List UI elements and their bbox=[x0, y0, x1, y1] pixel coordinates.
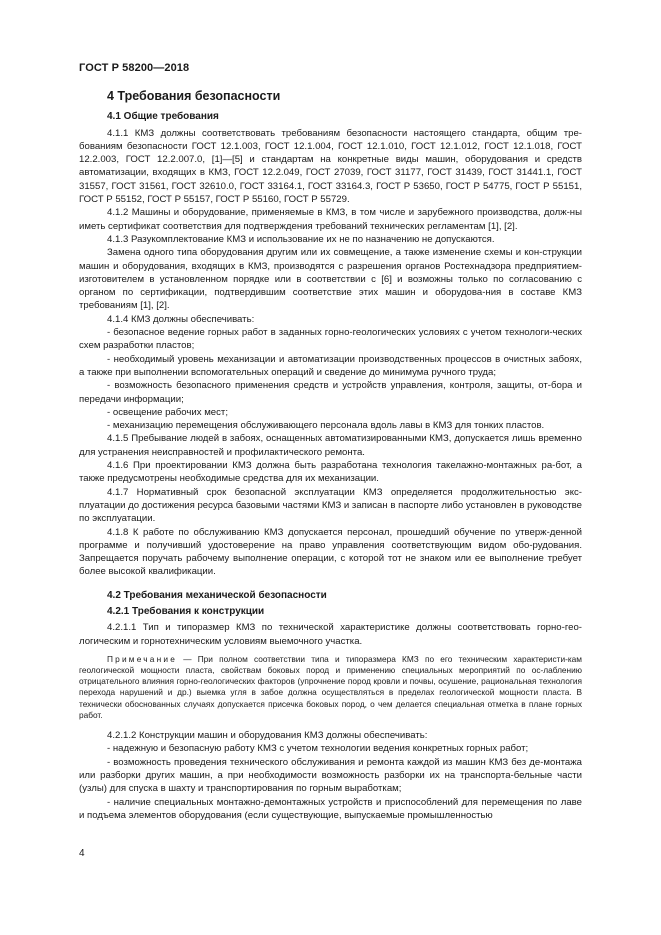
document-header: ГОСТ Р 58200—2018 bbox=[79, 62, 190, 74]
list-item: - возможность безопасного применения средств и устройств управления, контроля, защиты, от-бора и передачи информации; bbox=[79, 380, 582, 405]
paragraph: 4.1.3 Разукомплектование КМЗ и использование их не по назначению не допускаются. bbox=[107, 233, 495, 245]
subsection-title-general: 4.1 Общие требования bbox=[107, 111, 219, 123]
list-item: - возможность проведения технического обслуживания и ремонта каждой из машин КМЗ без де-монтажа или разборки других машин, а при необходимости возможность разборки их на транспорта-бельные части (узлы) для спуска в шахту и транспортирования по горным выработкам; bbox=[79, 756, 582, 795]
paragraph: 4.1.4 КМЗ должны обеспечивать: bbox=[107, 313, 255, 325]
section-title: 4 Требования безопасности bbox=[107, 89, 281, 103]
list-item: - освещение рабочих мест; bbox=[107, 406, 228, 418]
paragraph: 4.1.6 При проектировании КМЗ должна быть разработана технология такелажно-монтажных ра-бот, а также предусмотрены необходимые средства для их механизации. bbox=[79, 460, 582, 485]
list-item: - наличие специальных монтажно-демонтажных устройств и приспособлений для перемещения по лаве и подъема элементов оборудования (если существующие, выпускаемые промышленностью bbox=[79, 796, 582, 821]
paragraph: Замена одного типа оборудования другим или их совмещение, а также изменение схемы и кон-струкции машин и оборудования, входящих в КМЗ, производятся с разрешения органов Ростехнадзора предприятием-изготовителем в установленном порядке или в соответствии с [6] и возможны только по согласованию с органом по сертификации, подтвердившим соответствие этих машин и оборудова-ния в составе КМЗ требованиям [1], [2]. bbox=[79, 247, 582, 312]
subsection-title-construction: 4.2.1 Требования к конструкции bbox=[107, 605, 265, 617]
list-item: - необходимый уровень механизации и автоматизации производственных процессов в очистных забоях, а также при выполнении вспомогательных операций и сведение до минимума ручного труда; bbox=[79, 353, 582, 378]
page-number: 4 bbox=[79, 848, 85, 859]
note-text: — При полном соответствии типа и типоразмера КМЗ по его техническим характеристи-кам геологической мощности пласта, свойствам боковых пород и применению специальных мероприятий по ос-лаблению отрицательного влияния горно-геологических факторов (упрочнение пород кровли и почвы, осушение, рациональная технология перехода нарушений и др.) выемка угля в забое должна осуществляться в пределах геологической мощности пласта. В технически обоснованных случаях допускается присечка боковых пород, о чем делается специальная отметка в плане горных работ. bbox=[79, 653, 582, 720]
list-item: - механизацию перемещения обслуживающего персонала вдоль лавы в КМЗ для тонких пластов. bbox=[107, 420, 545, 432]
note-label: Примечание bbox=[107, 653, 178, 664]
paragraph: 4.1.7 Нормативный срок безопасной эксплуатации КМЗ определяется продолжительностью экс-плуатации до достижения ресурса базовыми частями КМЗ и записан в паспорте либо установлен в руководстве по эксплуатации. bbox=[79, 486, 582, 525]
subsection-title-mechanical: 4.2 Требования механической безопасности bbox=[107, 589, 327, 601]
paragraph: 4.1.8 К работе по обслуживанию КМЗ допускается персонал, прошедший обучение по утверж-денной программе и получивший удостоверение на право управления соответствующим видом обо-рудования. Запрещается поручать рабочему выполнение операции, с которой тот не знаком или ее выполнение требует более высокой квалификации. bbox=[79, 526, 582, 578]
note bbox=[79, 654, 582, 721]
paragraph: 4.1.2 Машины и оборудование, применяемые в КМЗ, в том числе и зарубежного производства, долж-ны иметь сертификат соответствия для подтверждения требований технических регламентам [1], [2]. bbox=[79, 207, 582, 232]
paragraph: 4.1.5 Пребывание людей в забоях, оснащенных автоматизированными КМЗ, допускается лишь временно для устранения неисправностей и профилактического ремонта. bbox=[79, 433, 582, 458]
paragraph: 4.2.1.2 Конструкции машин и оборудования КМЗ должны обеспечивать: bbox=[107, 730, 428, 742]
paragraph: 4.2.1.1 Тип и типоразмер КМЗ по технической характеристике должны соответствовать горно-гео-логическим и горнотехническим условиям выемочного участка. bbox=[79, 622, 582, 647]
list-item: - надежную и безопасную работу КМЗ с учетом технологии ведения конкретных горных работ; bbox=[107, 743, 529, 755]
page-content bbox=[79, 90, 582, 822]
list-item: - безопасное ведение горных работ в заданных горно-геологических условиях с учетом технологи-ческих схем разработки пластов; bbox=[79, 327, 582, 352]
paragraph: 4.1.1 КМЗ должны соответствовать требованиям безопасности настоящего стандарта, общим тре-бованиям безопасности ГОСТ 12.1.003, ГОСТ 12.1.004, ГОСТ 12.1.010, ГОСТ 12.1.012, ГОСТ 12.1.018, ГОСТ 12.2.003, ГОСТ 12.2.007.0, [1]—[5] и стандартам на конкретные виды машин, оборудования и средств автоматизации, входящих в КМЗ, ГОСТ 12.2.049, ГОСТ 27039, ГОСТ 31177, ГОСТ 31439, ГОСТ 31441.1, ГОСТ 31557, ГОСТ 31561, ГОСТ 32610.0, ГОСТ 33164.1, ГОСТ 33164.3, ГОСТ Р 53650, ГОСТ Р 54775, ГОСТ Р 55151, ГОСТ Р 55152, ГОСТ Р 55157, ГОСТ Р 55160, ГОСТ Р 55729. bbox=[79, 127, 582, 206]
